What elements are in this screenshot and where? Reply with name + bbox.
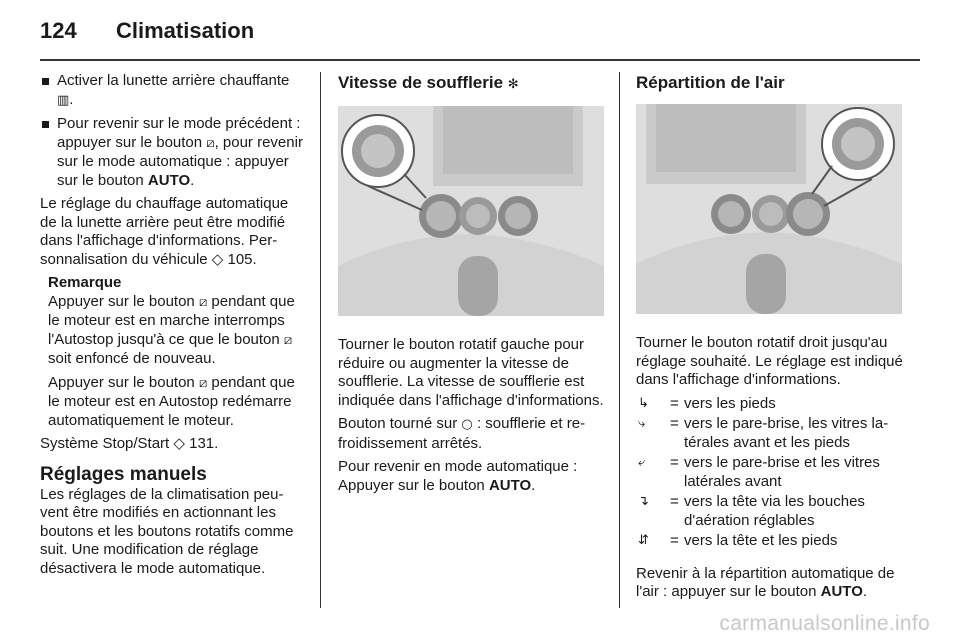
fan-off-text bbox=[338, 415, 604, 453]
legend-text: vers les pieds bbox=[684, 394, 776, 412]
note-text: Appuyer sur le bouton bbox=[48, 373, 195, 391]
auto-label: AUTO bbox=[488, 476, 532, 494]
section-heading-manual: Réglages manuels bbox=[40, 463, 207, 485]
distribution-legend bbox=[636, 395, 904, 551]
paragraph-text: Le réglage du chauffage automatique de la lunette arrière peut être modifié dans l'affichage d'informations. Personnalisation du véhicule bbox=[40, 195, 289, 268]
note-text: pendant que le moteur est en marche interromps l'Autostop jusqu'à ce que le bouton bbox=[48, 292, 295, 348]
section-heading-air-distribution: Répartition de l'air bbox=[636, 73, 785, 92]
feet-airflow-icon: ↳ bbox=[638, 395, 649, 411]
bullet-text: Pour revenir sur le mode précédent : appuyer sur le bouton bbox=[57, 115, 301, 151]
off-circle-icon: ○ bbox=[461, 417, 473, 432]
column-divider-1 bbox=[320, 72, 321, 608]
windscreen-feet-airflow-icon: ⤷ bbox=[638, 416, 646, 431]
note-label: Remarque bbox=[48, 274, 122, 291]
windscreen-airflow-icon: ⤶ bbox=[638, 455, 646, 470]
distribution-knob-photo bbox=[636, 104, 902, 314]
paragraph-auto-heating bbox=[40, 195, 304, 269]
auto-label: AUTO bbox=[820, 583, 863, 600]
windscreen-defrost-icon: ⧄ bbox=[198, 375, 208, 391]
page-number: 124 bbox=[40, 18, 77, 43]
note-paragraph-1 bbox=[48, 293, 304, 369]
legend-text: vers le pare-brise, les vitres latérales avant et les pieds bbox=[684, 415, 889, 451]
column-middle bbox=[338, 72, 604, 500]
fan-auto-text bbox=[338, 458, 604, 495]
legend-row-windscreen bbox=[636, 454, 904, 491]
legend-row-head bbox=[636, 493, 904, 530]
paragraph-end: . bbox=[862, 583, 868, 600]
dashboard-illustration bbox=[338, 106, 604, 316]
legend-row-feet bbox=[636, 395, 904, 414]
windscreen-defrost-icon: ⧄ bbox=[206, 135, 215, 151]
legend-row-windscreen-feet bbox=[636, 415, 904, 452]
page-header bbox=[40, 18, 920, 48]
legend-equals: = bbox=[670, 394, 679, 412]
page-reference-link[interactable]: ◇ 131. bbox=[173, 435, 219, 452]
bullet-rear-window: Activer la lunette arrière chauffante ▥. bbox=[40, 72, 304, 110]
paragraph-text: Revenir à la répartition automatique de l'air : appuyer sur le bouton bbox=[636, 564, 895, 600]
column-divider-2 bbox=[619, 72, 620, 608]
legend-text: vers la tête et les pieds bbox=[684, 532, 838, 549]
note-block bbox=[40, 274, 304, 430]
rear-window-heating-icon: ▥ bbox=[57, 92, 70, 108]
legend-equals: = bbox=[670, 493, 679, 510]
bullet-previous-mode: Pour revenir sur le mode précédent : appuyer sur le bouton ⧄, pour revenir sur le mode automatique : appuyer sur le bouton AUTO. bbox=[40, 115, 304, 190]
dashboard-illustration bbox=[636, 104, 902, 314]
stop-start-reference bbox=[40, 435, 304, 454]
paragraph-text: : soufflerie et refroidissement arrêtés. bbox=[338, 415, 586, 452]
paragraph-end: . bbox=[531, 476, 536, 494]
section-heading-fan-speed bbox=[338, 72, 604, 96]
manual-settings-text: Les réglages de la climatisation peuvent être modifiés en actionnant les boutons et les boutons rotatifs comme suit. Une modification de réglage désactivera le mode automatique. bbox=[40, 485, 294, 577]
heading-text: Vitesse de soufflerie bbox=[338, 73, 504, 92]
head-feet-airflow-icon: ⇵ bbox=[638, 533, 649, 548]
legend-row-head-feet bbox=[636, 532, 904, 551]
windscreen-defrost-icon: ⧄ bbox=[283, 332, 293, 348]
column-right bbox=[636, 72, 904, 607]
note-paragraph-2 bbox=[48, 374, 304, 431]
header-rule bbox=[40, 59, 920, 61]
legend-text: vers la tête via les bouches d'aération réglables bbox=[684, 493, 865, 529]
note-text: soit enfoncé de nouveau. bbox=[48, 350, 216, 367]
windscreen-defrost-icon: ⧄ bbox=[198, 294, 208, 310]
auto-label: AUTO bbox=[147, 171, 191, 189]
legend-equals: = bbox=[670, 532, 679, 549]
legend-text: vers le pare-brise et les vitres latérales avant bbox=[684, 454, 880, 490]
note-text: Appuyer sur le bouton bbox=[48, 292, 195, 310]
fan-knob-photo bbox=[338, 106, 604, 316]
bullet-text-cont: , pour revenir sur le mode automatique : appuyer sur le bouton bbox=[57, 133, 303, 189]
distribution-auto-text bbox=[636, 565, 904, 602]
fan-icon: ✻ bbox=[507, 77, 519, 92]
reference-text: Système Stop/Start bbox=[40, 435, 170, 452]
column-left bbox=[40, 72, 304, 583]
legend-equals: = bbox=[670, 454, 679, 471]
head-airflow-icon: ↴ bbox=[638, 494, 649, 509]
legend-equals: = bbox=[670, 415, 679, 432]
distribution-text: Tourner le bouton rotatif droit jusqu'au réglage souhaité. Le réglage est indiqué dans l'affichage d'informations. bbox=[636, 334, 903, 388]
fan-speed-text: Tourner le bouton rotatif gauche pour réduire ou augmenter la vitesse de soufflerie. La vitesse de soufflerie est indiquée dans l'affichage d'informations. bbox=[338, 336, 604, 409]
paragraph-text: Bouton tourné sur bbox=[338, 415, 458, 432]
page-reference-link[interactable]: ◇ 105. bbox=[211, 250, 257, 268]
page-title: Climatisation bbox=[116, 18, 255, 43]
watermark: carmanualsonline.info bbox=[719, 612, 930, 635]
bullet-text: Activer la lunette arrière chauffante bbox=[57, 72, 290, 89]
paragraph-text: Pour revenir en mode automatique : Appuyer sur le bouton bbox=[338, 458, 578, 494]
note-text: pendant que le moteur est en Autostop redémarre automatiquement le moteur. bbox=[48, 373, 295, 429]
